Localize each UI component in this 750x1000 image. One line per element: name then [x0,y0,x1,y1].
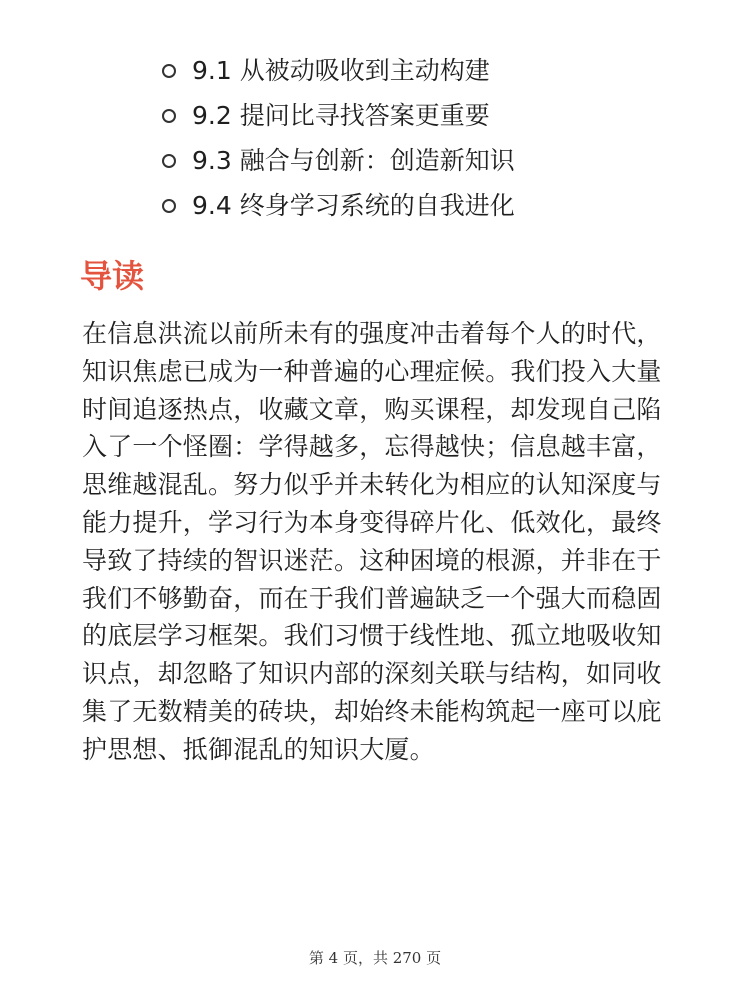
body-paragraph: 在信息洪流以前所未有的强度冲击着每个人的时代，知识焦虑已成为一种普遍的心理症候。我们投入大量时间追逐热点，收藏文章，购买课程，却发现自己陷入了一个怪圈：学得越多，忘得越快；信息越丰富，思维越混乱。努力似乎并未转化为相应的认知深度与能力提升，学习行为本身变得碎片化、低效化，最终导致了持续的智识迷茫。这种困境的根源，并非在于我们不够勤奋，而在于我们普遍缺乏一个强大而稳固的底层学习框架。我们习惯于线性地、孤立地吸收知识点，却忽略了知识内部的深刻关联与结构，如同收集了无数精美的砖块，却始终未能构筑起一座可以庇护思想、抵御混乱的知识大厦。 [82,319,662,764]
hollow-circle-bullet-icon [162,199,176,213]
toc-item-label: 9.2 提问比寻找答案更重要 [192,101,490,130]
toc-item-label: 9.4 终身学习系统的自我进化 [192,191,515,220]
toc-item [162,93,515,138]
section-heading: 导读 [80,257,145,295]
toc-item [162,183,515,228]
table-of-contents [162,48,515,228]
toc-item-label: 9.3 融合与创新：创造新知识 [192,146,515,175]
hollow-circle-bullet-icon [162,64,176,78]
hollow-circle-bullet-icon [162,154,176,168]
toc-item [162,48,515,93]
page-number-footer: 第 4 页，共 270 页 [308,949,442,967]
hollow-circle-bullet-icon [162,109,176,123]
toc-item [162,138,515,183]
toc-item-label: 9.1 从被动吸收到主动构建 [192,56,490,85]
